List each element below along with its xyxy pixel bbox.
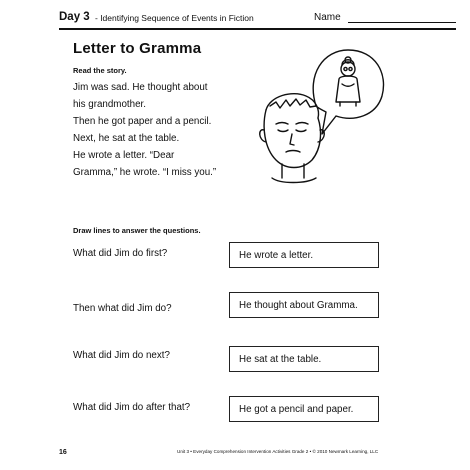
read-instruction: Read the story.	[73, 66, 127, 75]
day-label: Day 3	[59, 11, 90, 23]
answer-text: He thought about Gramma.	[239, 300, 358, 311]
question-3: What did Jim do next?	[73, 350, 170, 361]
story-paragraph-2	[73, 113, 211, 147]
answer-box-4[interactable]	[229, 396, 379, 422]
name-blank-line[interactable]	[348, 22, 456, 23]
question-2: Then what did Jim do?	[73, 303, 172, 314]
draw-instruction: Draw lines to answer the questions.	[73, 226, 201, 235]
page-title: Letter to Gramma	[73, 40, 202, 57]
story-line: Jim was sad. He thought about	[73, 82, 208, 93]
story-line: Gramma,” he wrote. “I miss you.”	[73, 167, 217, 178]
answer-box-2[interactable]	[229, 292, 379, 318]
name-label: Name	[314, 12, 341, 23]
skill-subtitle: - Identifying Sequence of Events in Fiction	[95, 13, 254, 23]
story-line: Then he got paper and a pencil.	[73, 116, 212, 127]
footer-credit: Unit 3 • Everyday Comprehension Intervention Activities Grade 2 • © 2010 Newmark Learning, LLC	[177, 449, 379, 454]
answer-box-3[interactable]	[229, 346, 379, 372]
answer-text: He wrote a letter.	[239, 250, 314, 261]
question-1: What did Jim do first?	[73, 248, 168, 259]
page-number: 16	[59, 449, 67, 456]
story-line: He wrote a letter. “Dear	[73, 150, 175, 161]
boy-thinking-illustration	[236, 44, 406, 214]
story-paragraph-1	[73, 79, 208, 113]
boy-face-icon	[260, 94, 325, 183]
header-rule	[59, 28, 456, 30]
story-line: Next, he sat at the table.	[73, 133, 180, 144]
answer-text: He sat at the table.	[239, 354, 322, 365]
answer-box-1[interactable]	[229, 242, 379, 268]
story-line: his grandmother.	[73, 99, 146, 110]
answer-text: He got a pencil and paper.	[239, 404, 354, 415]
story-paragraph-3	[73, 147, 216, 181]
question-4: What did Jim do after that?	[73, 402, 191, 413]
grandmother-icon	[336, 57, 360, 106]
